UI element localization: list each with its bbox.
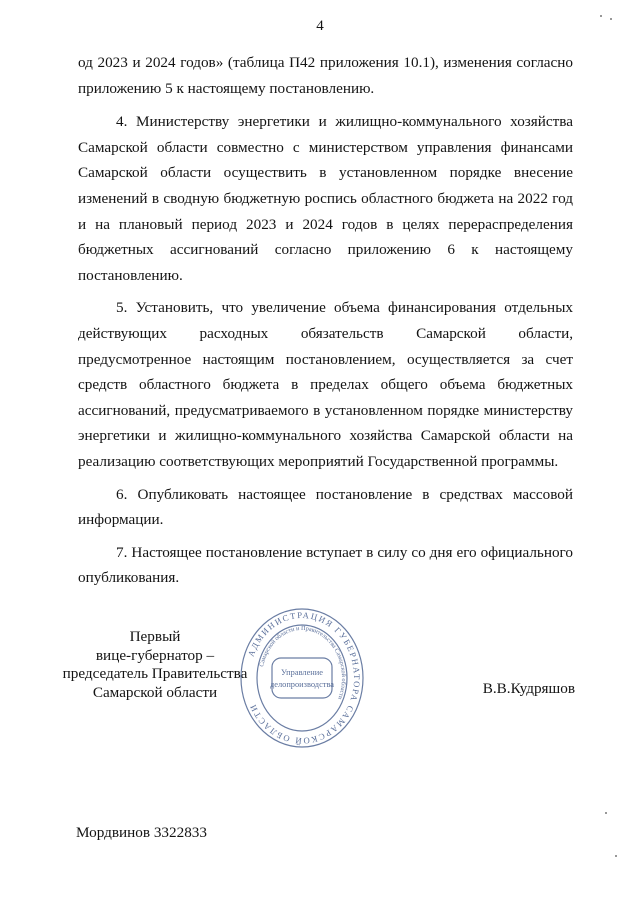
signer-position-line: вице-губернатор – xyxy=(95,646,215,664)
stamp-center-text: делопроизводства xyxy=(269,680,335,689)
stamp-outer-text: АДМИНИСТРАЦИЯ ГУБЕРНАТОРА САМАРСКОЙ ОБЛАСТИ xyxy=(245,609,363,747)
official-stamp xyxy=(238,604,366,752)
document-body xyxy=(78,50,573,591)
page-number: 4 xyxy=(316,18,324,34)
paragraph-item-6: 6. Опубликовать настоящее постановление в средствах массовой информации. xyxy=(78,485,573,529)
scan-speck xyxy=(605,812,607,814)
scan-speck xyxy=(600,15,602,17)
signer-position-line: Первый xyxy=(129,628,181,645)
executor-note: Мордвинов 3322833 xyxy=(76,824,207,841)
scan-speck xyxy=(610,18,612,20)
paragraph-item-7: 7. Настоящее постановление вступает в силу со дня его официального опубликования. xyxy=(78,543,573,587)
paragraph-continuation: од 2023 и 2024 годов» (таблица П42 приложения 10.1), изменения согласно приложению 5 к настоящему постановлению. xyxy=(78,54,573,97)
signer-position-line: Самарской области xyxy=(92,683,218,701)
stamp-inner-text: Самарской области и Правительства Самарской области xyxy=(258,624,348,701)
stamp-center-text: Управление xyxy=(280,668,324,677)
paragraph-item-4: 4. Министерству энергетики и жилищно-коммунального хозяйства Самарской области совместно с министерством управления финансами Самарской области осуществить в установленном порядке внесение изменений в сводную бюджетную роспись областного бюджета на 2022 год и на плановый период 2023 и 2024 годов в целях перераспределения бюджетных ассигнований согласно приложению 6 к настоящему постановлению. xyxy=(78,113,573,284)
signer-name: В.В.Кудряшов xyxy=(482,680,575,697)
signer-position xyxy=(60,628,250,702)
scan-speck xyxy=(615,855,617,857)
signer-position-line: председатель Правительства xyxy=(62,665,248,682)
paragraph-item-5: 5. Установить, что увеличение объема финансирования отдельных действующих расходных обязательств Самарской области, предусмотренное настоящим постановлением, осуществляется за счет средств областного бюджета в пределах общего объема бюджетных ассигнований, предусматриваемого в установленном порядке министерству энергетики и жилищно-коммунального хозяйства Самарской области на реализацию соответствующих мероприятий Государственной программы. xyxy=(78,299,573,470)
stamp-center-box xyxy=(269,658,335,698)
